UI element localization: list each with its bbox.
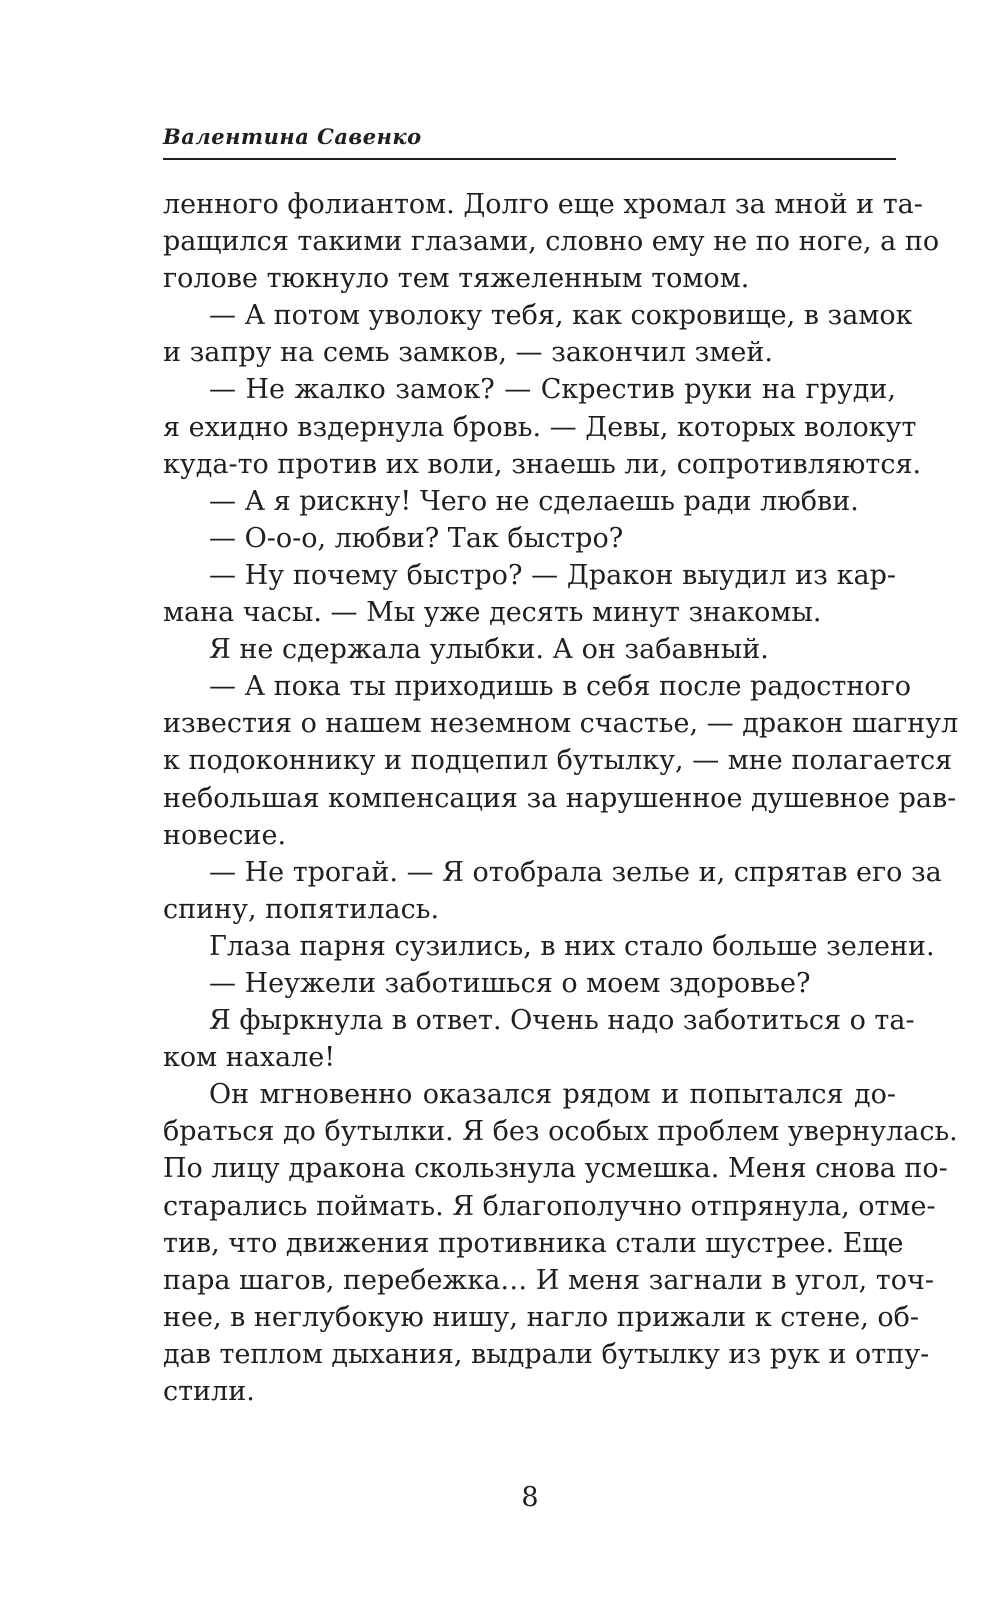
- text-line: старались поймать. Я благополучно отпрянула, отме-: [163, 1190, 936, 1222]
- text-line: небольшая компенсация за нарушенное душевное рав-: [163, 782, 957, 814]
- text-line: известия о нашем неземном счастье, — дракон шагнул: [163, 708, 959, 740]
- author-name: Валентина Савенко: [163, 124, 422, 149]
- running-header: [163, 118, 896, 160]
- text-line: куда-то против их воли, знаешь ли, сопротивляются.: [163, 448, 922, 480]
- text-line: и запру на семь замков, — закончил змей.: [163, 337, 773, 369]
- text-line: — А потом уволоку тебя, как сокровище, в замок: [209, 300, 913, 332]
- text-line: — А пока ты приходишь в себя после радостного: [209, 671, 911, 703]
- text-line: пара шагов, перебежка… И меня загнали в угол, точ-: [163, 1264, 934, 1296]
- text-line: Я фыркнула в ответ. Очень надо заботиться о та-: [209, 1005, 915, 1037]
- text-line: новесие.: [163, 819, 287, 851]
- text-line: стили.: [163, 1376, 255, 1407]
- text-line: Он мгновенно оказался рядом и попытался до-: [209, 1079, 896, 1111]
- text-line: браться до бутылки. Я без особых проблем увернулась.: [163, 1116, 958, 1148]
- text-line: голове тюкнуло тем тяжеленным томом.: [163, 263, 750, 295]
- text-line: я ехидно вздернула бровь. — Девы, которых волокут: [163, 411, 917, 443]
- text-line: По лицу дракона скользнула усмешка. Меня снова по-: [163, 1153, 948, 1185]
- text-line: — А я рискну! Чего не сделаешь ради любви.: [209, 485, 859, 517]
- text-line: спину, попятилась.: [163, 893, 440, 925]
- text-line: ращился такими глазами, словно ему не по ноге, а по: [163, 226, 940, 258]
- text-line: — Неужели заботишься о моем здоровье?: [209, 967, 811, 999]
- text-line: Глаза парня сузились, в них стало больше зелени.: [209, 930, 935, 962]
- text-line: — Не жалко замок? — Скрестив руки на груди,: [209, 374, 896, 406]
- text-line: к подоконнику и подцепил бутылку, — мне полагается: [163, 745, 953, 777]
- text-line: — Не трогай. — Я отобрала зелье и, спрятав его за: [209, 856, 942, 888]
- text-line: ком нахале!: [163, 1042, 336, 1074]
- text-line: дав теплом дыхания, выдрали бутылку из рук и отпу-: [163, 1338, 930, 1370]
- body-text: [163, 186, 959, 1410]
- text-line: — Ну почему быстро? — Дракон выудил из кар-: [209, 559, 896, 591]
- page-number: 8: [521, 1482, 539, 1513]
- text-line: ленного фолиантом. Долго еще хромал за мной и та-: [163, 189, 923, 220]
- text-line: тив, что движения противника стали шустрее. Еще: [163, 1227, 904, 1259]
- text-line: нее, в неглубокую нишу, нагло прижали к стене, об-: [163, 1301, 919, 1333]
- text-line: Я не сдержала улыбки. А он забавный.: [209, 634, 769, 666]
- text-line: — О-о-о, любви? Так быстро?: [209, 522, 624, 554]
- text-line: мана часы. — Мы уже десять минут знакомы.: [163, 597, 822, 629]
